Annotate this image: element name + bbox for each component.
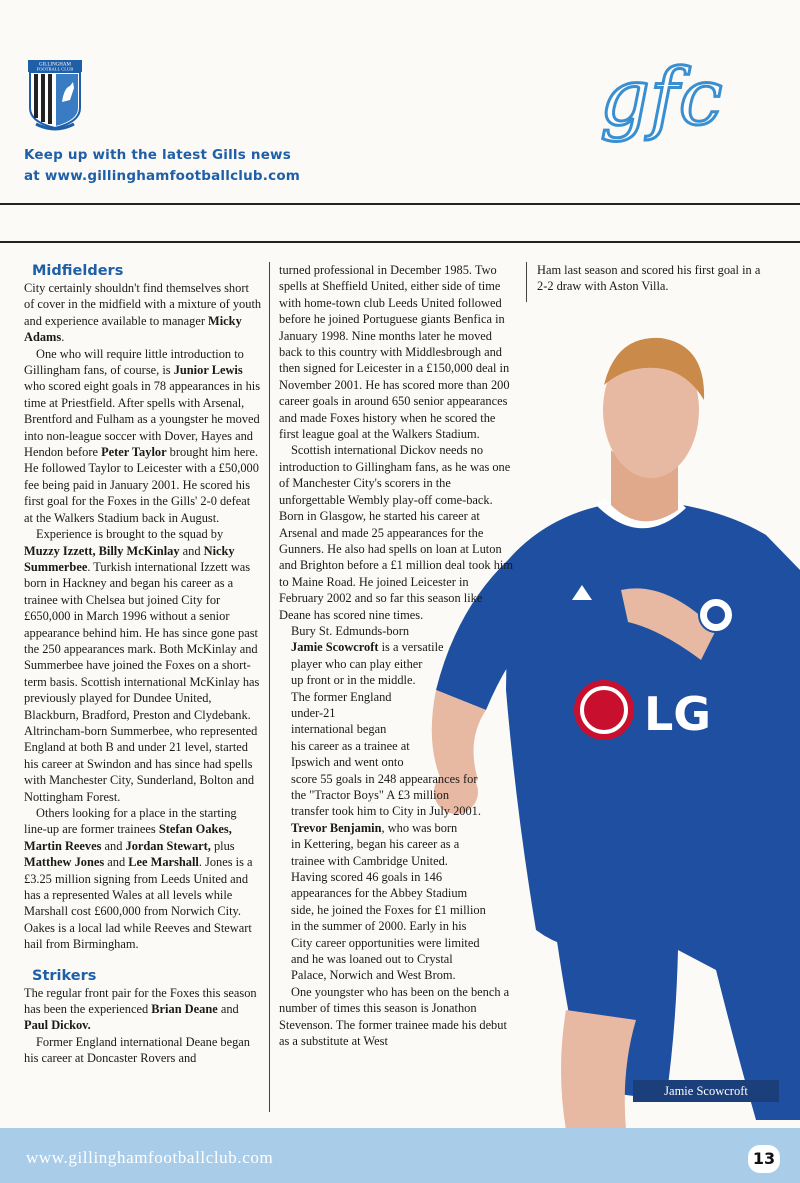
text: is a versatile (378, 640, 444, 655)
line: appearances for the Abbey Stadium (291, 886, 468, 901)
line: City career opportunities were limited (291, 935, 480, 950)
text: Bury St. Edmunds-born (291, 623, 410, 638)
paragraph (24, 805, 262, 953)
line: The former England (291, 689, 392, 704)
player-name: Trevor Benjamin (291, 820, 382, 835)
gfc-logo-icon (596, 62, 786, 174)
line: his career as a trainee at (291, 738, 410, 753)
text: Others looking for a place in the starting line-up are former trainees (24, 806, 237, 837)
player-name: Muzzy Izzett, Billy McKinlay (24, 543, 180, 558)
line: international began (291, 722, 387, 737)
paragraph (24, 985, 262, 1034)
line: Ipswich and went onto (291, 755, 404, 770)
text: turned professional in December 1985. Two spells at Sheffield United, either side of time with home-town club Leeds United followed before he joined Portuguese giants Benfica in January 1998. Nine months later he moved back to this country with Middlesbrough and then signed for Leicester in a £150,000 deal in November 2001. He has scored more than 200 career goals in around 650 senior appearances and made Foxes history when he scored the first league goal at the Walkers Stadium. (279, 263, 510, 442)
line: trainee with Cambridge United. (291, 853, 448, 868)
text: who scored eight goals in 78 appearances in his time at Priestfield. After spells with Arsenal, Brentford and Fulham as a youngster he moved into non-league soccer with Dover, Hayes and Hendon before (24, 379, 261, 460)
line: player who can play either (291, 656, 423, 671)
text: Scottish international Dickov needs no introduction to Gillingham fans, as he was one of Manchester City's scorers in the unforgettable Wembly play-off come-back. Born in Glasgow, he started his career at Arsenal and made 25 appearances for the Gunners. He also had spells on loan at Luton and Brighton before a £1 million deal took him to Maine Road. He joined Leicester in February 2002 and so far this season like Deane has scored nine times. (279, 443, 514, 622)
column-divider (526, 262, 527, 302)
paragraph (279, 442, 515, 622)
line: up front or in the middle. (291, 673, 416, 688)
paragraph (279, 262, 515, 442)
paragraph (279, 984, 515, 1050)
paragraph (24, 346, 262, 526)
paragraph (279, 820, 515, 984)
club-crest (26, 58, 84, 134)
player-name: Jamie Scowcroft (291, 640, 379, 655)
section-heading-strikers: Strikers (32, 967, 97, 984)
article-column-3 (537, 262, 773, 295)
text: One youngster who has been on the bench a number of times this season is Jonathon Stevenson. The former trainee made his debut as a substitute at West (279, 984, 510, 1049)
line: under-21 (291, 705, 336, 720)
paragraph (279, 623, 515, 820)
promo-line-2[interactable]: at www.gillinghamfootballclub.com (24, 168, 301, 184)
text: Ham last season and scored his first goal in a 2-2 draw with Aston Villa. (537, 263, 761, 294)
player-name: Micky Adams (24, 313, 242, 345)
paragraph (24, 280, 262, 346)
line: score 55 goals in 248 appearances for (291, 771, 478, 786)
line: transfer took him to City in July 2001. (291, 804, 481, 819)
section-heading-midfielders: Midfielders (32, 263, 124, 279)
article-column-1 (24, 262, 262, 1067)
text: . Turkish international Izzett was born in Hackney and began his career as a trainee with Chelsea but joined City for £650,000 in March 1996 without a senior appearance behind him. He has since gone past the 250 appearances mark. Both McKinlay and Summerbee have joined the Foxes on a short-term basis. Scottish international McKinlay has previously played for Dundee United, Blackburn, Bradford, Preston and Clydebank. Altrincham-born Summerbee, who represented England at both B and under 21 level, started his career at Swindon and has since had spells with Manchester City, Sunderland, Bolton and Nottingham Forest. (24, 559, 260, 804)
crest-text-1: GILLINGHAM (39, 62, 71, 68)
header-divider-top (0, 203, 800, 205)
line (279, 639, 515, 655)
text: and (104, 855, 129, 870)
page-number: 13 (748, 1145, 780, 1173)
player-name: Junior Lewis (173, 363, 243, 378)
text: City certainly shouldn't find themselves short of cover in the midfield with a mixture of youth and experience available to manager (24, 281, 262, 328)
crest-text-2: FOOTBALL CLUB (36, 66, 74, 72)
paragraph (537, 262, 773, 295)
line: side, he joined the Foxes for £1 million (291, 902, 486, 917)
line: Having scored 46 goals in 146 (291, 870, 443, 885)
gfc-logo-text: gfc (600, 62, 723, 143)
player-name: Paul Dickov. (24, 1018, 91, 1033)
text: and (179, 543, 204, 558)
text: brought him here. He followed Taylor to Leicester with a £50,000 fee being paid in January 2001. He scored his first goal for the Foxes in the Gills' 2-0 defeat at the Walkers Stadium back in August. (24, 445, 259, 525)
player-name: Matthew Jones (24, 855, 105, 870)
promo-line-1: Keep up with the latest Gills news (24, 147, 291, 163)
text: plus (210, 838, 235, 853)
article-column-2 (279, 262, 515, 1050)
header-divider-bottom (0, 241, 800, 243)
text: The regular front pair for the Foxes this season has been the experienced (24, 985, 257, 1017)
text: and (217, 1002, 239, 1017)
paragraph (24, 1034, 262, 1067)
line: in Kettering, began his career as a (291, 837, 460, 852)
text: Experience is brought to the squad by (36, 527, 224, 542)
line: in the summer of 2000. Early in his (291, 919, 467, 934)
promo-text (24, 145, 444, 187)
player-name: Lee Marshall (128, 855, 199, 870)
column-divider (269, 262, 270, 1112)
line: Palace, Norwich and West Brom. (291, 968, 456, 983)
player-name: Brian Deane (151, 1002, 218, 1017)
line: the "Tractor Boys" A £3 million (291, 788, 450, 802)
text: Former England international Deane began his career at Doncaster Rovers and (24, 1034, 251, 1066)
sponsor-text: LG (644, 687, 712, 741)
player-name: Stefan Oakes, Martin Reeves (24, 822, 232, 853)
player-name: Jordan Stewart, (125, 838, 211, 853)
photo-caption: Jamie Scowcroft (633, 1080, 779, 1102)
text: . (61, 330, 65, 345)
player-name: Nicky Summerbee (24, 543, 235, 574)
footer-url[interactable]: www.gillinghamfootballclub.com (26, 1148, 274, 1167)
text: and (101, 838, 126, 853)
text: . Jones is a £3.25 million signing from Leeds United and has a represented Wales at all levels while Marshall cost £600,000 from Norwich City. Oakes is a local lad while Reeves and Stewart hail from Birmingham. (24, 855, 253, 952)
player-name: Peter Taylor (101, 445, 167, 460)
line: and he was loaned out to Crystal (291, 952, 453, 967)
text: One who will require little introduction to Gillingham fans, of course, is (24, 346, 244, 378)
paragraph (24, 526, 262, 805)
line: , who was born (381, 820, 458, 835)
